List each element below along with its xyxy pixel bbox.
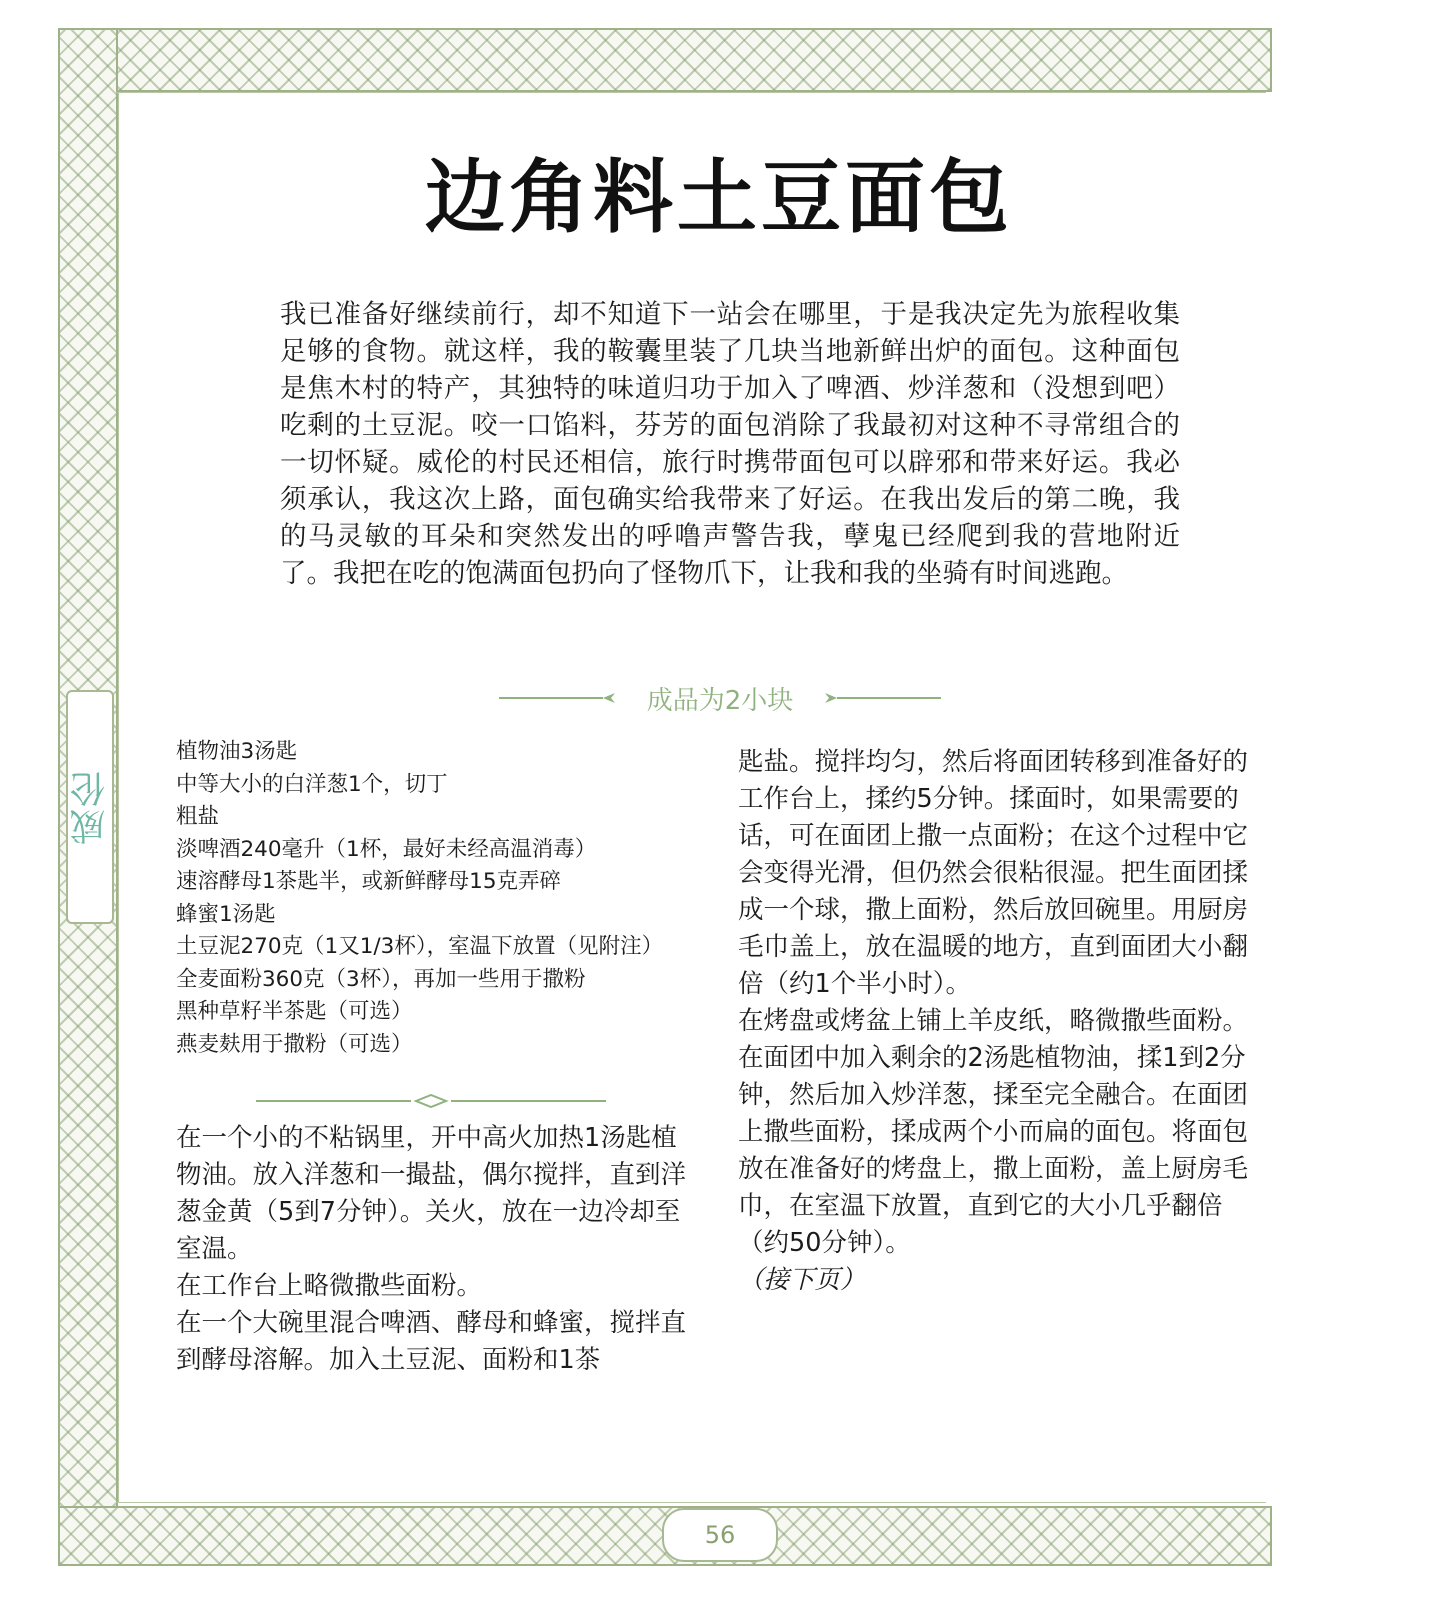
section-divider-icon — [256, 1094, 606, 1108]
border-top-ornament — [58, 28, 1272, 92]
method-step: 在一个小的不粘锅里，开中高火加热1汤匙植物油。放入洋葱和一撮盐，偶尔搅拌，直到洋葱金黄（5到7分钟）。关火，放在一边冷却至室温。 — [176, 1123, 687, 1264]
inner-frame-line-top — [116, 92, 1266, 93]
ingredient-item: 淡啤酒240毫升（1杯，最好未经高温消毒） — [176, 836, 597, 862]
method-step: 匙盐。搅拌均匀，然后将面团转移到准备好的工作台上，揉约5分钟。揉面时，如果需要的话，可在面团上撒一点面粉；在这个过程中它会变得光滑，但仍然会很粘很湿。把生面团揉成一个球，撒上面粉，然后放回碗里。用厨房毛巾盖上，放在温暖的地方，直到面团大小翻倍（约1个半小时）。 — [738, 747, 1249, 999]
ingredient-item: 燕麦麸用于撒粉（可选） — [176, 1031, 413, 1057]
intro-paragraph: 我已准备好继续前行，却不知道下一站会在哪里，于是我决定先为旅程收集足够的食物。就这样，我的鞍囊里装了几块当地新鲜出炉的面包。这种面包是焦木村的特产，其独特的味道归功于加入了啤酒、炒洋葱和（没想到吧）吃剩的土豆泥。咬一口馅料，芬芳的面包消除了我最初对这种不寻常组合的一切怀疑。威伦的村民还相信，旅行时携带面包可以辟邪和带来好运。我必须承认，我这次上路，面包确实给我带来了好运。在我出发后的第二晚，我的马灵敏的耳朵和突然发出的呼噜声警告我，孽鬼已经爬到我的营地附近了。我把在吃的饱满面包扔向了怪物爪下，让我和我的坐骑有时间逃跑。 — [280, 299, 1180, 589]
method-column-left — [176, 1120, 696, 1379]
recipe-title: 边角料土豆面包 — [425, 151, 1013, 244]
ingredient-list — [176, 736, 696, 1061]
method-step: 在烤盘或烤盆上铺上羊皮纸，略微撒些面粉。 — [738, 1006, 1249, 1036]
ingredient-item: 蜂蜜1汤匙 — [176, 901, 276, 927]
yield-row — [440, 678, 1000, 718]
method-step: 在一个大碗里混合啤酒、酵母和蜂蜜，搅拌直到酵母溶解。加入土豆泥、面粉和1茶 — [176, 1308, 687, 1375]
side-chapter-label: 威伦 — [69, 769, 111, 845]
yield-label: 成品为2小块 — [646, 685, 794, 716]
left-flourish-icon — [499, 691, 619, 705]
ingredient-item: 全麦面粉360克（3杯），再加一些用于撒粉 — [176, 966, 586, 992]
inner-frame-line-bottom — [116, 1502, 1266, 1503]
side-chapter-tab — [66, 690, 114, 924]
ingredient-item: 中等大小的白洋葱1个，切丁 — [176, 771, 448, 797]
method-step: 在工作台上略微撒些面粉。 — [176, 1271, 483, 1301]
ingredient-item: 粗盐 — [176, 804, 220, 829]
continued-note: （接下页） — [738, 1265, 866, 1295]
ingredient-item: 植物油3汤匙 — [176, 739, 298, 764]
page-number: 56 — [704, 1521, 736, 1549]
ingredient-item: 速溶酵母1茶匙半，或新鲜酵母15克弄碎 — [176, 869, 562, 894]
ingredient-item: 黑种草籽半茶匙（可选） — [176, 999, 413, 1024]
method-step: 在面团中加入剩余的2汤匙植物油，揉1到2分钟，然后加入炒洋葱，揉至完全融合。在面团上撒些面粉，揉成两个小而扁的面包。将面包放在准备好的烤盘上，撒上面粉，盖上厨房毛巾，在室温下放置，直到它的大小几乎翻倍（约50分钟）。 — [738, 1043, 1249, 1258]
page-number-plate — [662, 1508, 778, 1562]
method-column-right — [738, 744, 1248, 1299]
inner-frame-line-left — [118, 92, 119, 1502]
ingredient-item: 土豆泥270克（1又1/3杯），室温下放置（见附注） — [176, 934, 664, 959]
right-flourish-icon — [821, 691, 941, 705]
